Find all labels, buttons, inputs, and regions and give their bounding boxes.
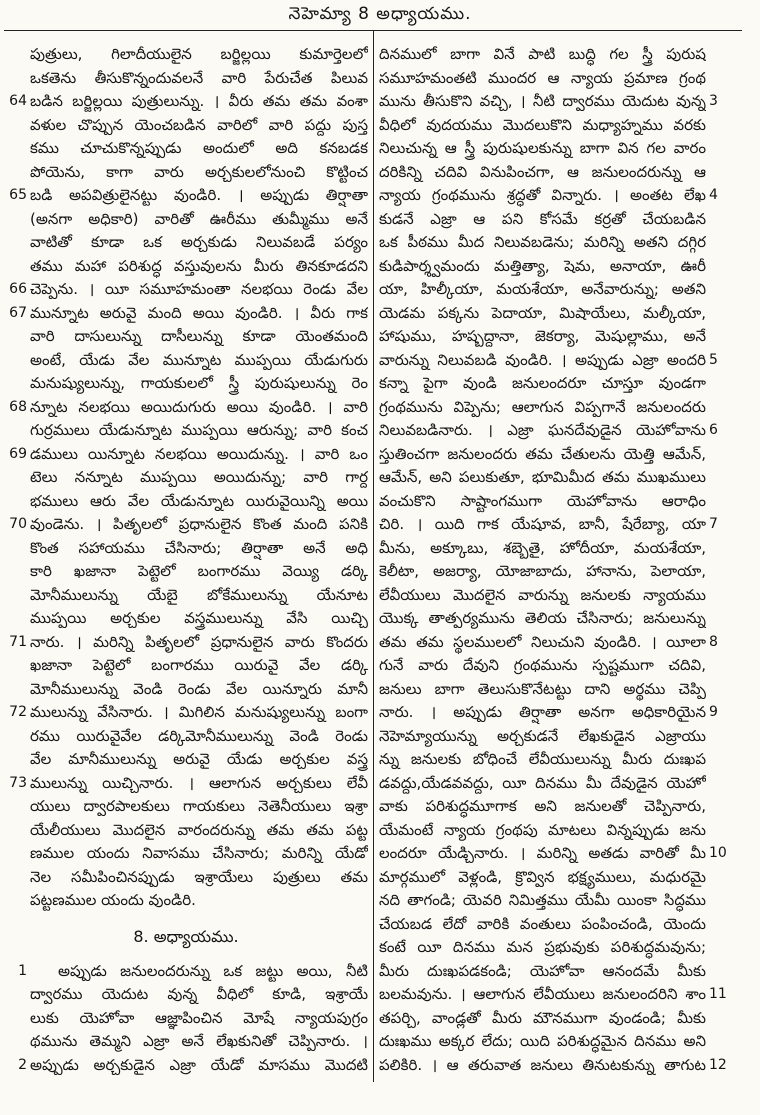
text-line (374, 654, 744, 678)
line-text: వారున్ను నిలువబడి వుండిరి. । అప్పుడు ఎజ్రా అందరి (379, 350, 706, 369)
verse-number: 1 (18, 962, 27, 979)
line-text: గ్రంథమును విప్పెను; ఆలాగున విప్పగానే జనులందరు (379, 397, 706, 416)
text-line (374, 255, 744, 279)
line-text: తపర్చి, వాండ్లతో మీరు మౌనముగా వుండండి; మీకు (379, 1008, 706, 1027)
line-text: నారు. । అప్పుడు తిర్షాతా అనగా అధికారియైన (379, 703, 706, 721)
text-line (0, 278, 372, 302)
text-line (374, 819, 744, 843)
line-text: కంటే యీ దినము మన ప్రభువుకు పరిశుద్ధమవును; (379, 938, 706, 956)
text-line (0, 90, 372, 114)
line-text: ముప్పయి అర్చకుల వస్త్రములున్ను వేసి యిచ్చి (30, 609, 368, 627)
line-text: వీధిలో వుదయము మొదలుకొని మధ్యాహ్నము వరకు (379, 115, 706, 134)
line-text: ఖజానా పెట్టెలో బంగారము యిరువై వేల డర్కి (30, 656, 368, 674)
text-line (0, 889, 372, 913)
text-line (0, 866, 372, 890)
line-text: తము మహా పరిశుద్ధ వస్తువులను మీరు తినకూడదని (30, 256, 368, 275)
left-column (0, 43, 372, 1077)
verse-number: 70 (9, 516, 27, 532)
text-line (0, 537, 372, 561)
line-text: లందరూ యేడ్చినారు. । మరిన్ని అతడు వారితో మీ (379, 844, 706, 862)
line-text: పట్టణముల యందు వుండిరి. (30, 891, 196, 909)
verse-number: 73 (9, 774, 27, 791)
line-text: మార్గములో వెళ్లండి, క్రొవ్విన భక్ష్యములు, మధురమై (379, 867, 706, 886)
line-text: వంచుకొని సాష్టాంగముగా యెహోవాను ఆరాధిం (379, 491, 706, 510)
text-line (0, 43, 372, 67)
text-line (374, 866, 744, 890)
verse-number: 72 (9, 704, 27, 720)
line-text: వాకు పరిశుద్ధమూగాక అని జనులతో చెప్పినారు, (379, 797, 706, 815)
line-text: ములున్ను యిచ్చినారు. । ఆలాగున అర్చకులు లేవీ (30, 773, 368, 792)
text-line (0, 231, 372, 255)
line-text: యులు ద్వారపాలకులు గాయకులు నెతెనీయులు ఇశ్రా (30, 797, 368, 815)
line-text: కము చూచుకొన్నప్పుడు అందులో అది కనబడక (30, 139, 368, 157)
line-text: మీరు దుఃఖపడకండి; యెహోవా ఆనందమే మీకు (379, 961, 706, 980)
line-text: నిలువబడినారు. । ఎజ్రా ఘనదేవుడైన యెహోవాను (379, 421, 706, 439)
text-line (374, 208, 744, 232)
verse-number: 68 (9, 398, 27, 415)
text-line (0, 678, 372, 702)
verse-number: 12 (709, 1056, 727, 1073)
line-text: వారి దాసులున్ను దాసీలున్ను కూడా యెంతమంది (30, 327, 368, 345)
verse-number: 8 (709, 633, 718, 650)
verse-number: 11 (709, 986, 727, 1002)
line-text: చిరి. । యిది గాక యేషూవ, బానీ, షేరేబ్యా, యా (379, 515, 706, 533)
text-line (0, 396, 372, 420)
line-text: హాషుము, హష్బద్దానా, జెకర్యా, మెషుల్లాము, అనే (379, 327, 706, 345)
line-text: తమ తమ స్థలములలో నిలుచుని వుండిరి. । యీలా (379, 632, 706, 651)
text-line (0, 842, 372, 866)
text-line (374, 161, 744, 185)
line-text: న్నూట నలభయి అయిదుగురు అయి వుండిరి. । వారి (30, 397, 368, 416)
verse-number: 69 (9, 445, 27, 462)
text-line (374, 960, 744, 984)
line-text: ములున్ను వేసినారు. । మిగిలిన మనుష్యులున్ను బంగా (30, 703, 368, 721)
text-line (374, 678, 744, 702)
text-line (374, 1007, 744, 1031)
line-text: జనులు బాగా తెలుసుకొనేటట్టు దాని అర్థము చెప్పి (379, 679, 706, 698)
text-line (374, 466, 744, 490)
verse-number: 3 (709, 93, 718, 109)
line-text: యేమంటే న్యాయ గ్రంథపు మాటలు విన్నప్పుడు జను (379, 820, 706, 839)
verse-number: 66 (9, 281, 27, 297)
text-line (374, 1054, 744, 1078)
text-line (374, 584, 744, 608)
text-line (0, 419, 372, 443)
text-line (374, 302, 744, 326)
text-line (374, 513, 744, 537)
line-text: బడి అపవిత్రులైనట్టు వుండిరి. । అప్పుడు తిర్షాతా (30, 186, 368, 204)
text-line (0, 161, 372, 185)
line-text: ఆమేన్, అని పలుకుతూ, భూమిమీద తమ ముఖములు (379, 468, 706, 486)
verse-number: 9 (709, 704, 718, 720)
line-text: (అనగా అధికారి) వారితో ఊరీము తుమ్మీము అనే (30, 209, 368, 228)
text-line (374, 396, 744, 420)
text-line (374, 419, 744, 443)
line-text: యొక్క తాత్పర్యమును తెలియ చేసినారు; జనులున్ను (379, 609, 706, 627)
text-line (374, 772, 744, 796)
text-line (374, 43, 744, 67)
line-text: మును తీసుకొని వచ్చి, । నీటి ద్వారము యెదుట వున్న (379, 92, 706, 110)
text-line (374, 490, 744, 514)
text-line (374, 184, 744, 208)
line-text: కుడనే ఎజ్రా ఆ పని కోసమే కర్రతో చేయబడిన (379, 209, 706, 228)
text-line (0, 748, 372, 772)
line-text: కన్నా పైగా వుండి జనులందరూ చూస్తూ వుండగా (379, 374, 706, 392)
text-line (0, 325, 372, 349)
text-line (374, 607, 744, 631)
text-line (0, 1054, 372, 1078)
verse-number: 6 (709, 422, 718, 438)
right-column (374, 43, 744, 1077)
text-line (374, 90, 744, 114)
chapter-heading: 8. అధ్యాయము. (133, 926, 239, 946)
line-text: ఒకతెను తీసుకొన్నందువలనే వారి పేరుచేత పిలువ (30, 68, 368, 87)
line-text: డవద్దు,యేడవవద్దు, యీ దినము మీ దేవుడైన యెహో (379, 773, 706, 792)
line-text: ణముల యందు నివాసము చేసినారు; మరిన్ని యేడో (30, 844, 368, 862)
text-line (0, 349, 372, 373)
text-line (0, 372, 372, 396)
text-line (374, 936, 744, 960)
line-text: కుడిపార్శ్వమందు మత్తిత్యా, షెమ, అనాయా, ఊరీ (379, 256, 706, 275)
line-text: యెడమ పక్కను పెదాయా, మిషాయేలు, మల్కీయా, (379, 303, 706, 322)
text-line (374, 795, 744, 819)
line-text: నది తాగండి; యెవరి నిమిత్తము యేమీ యింకా సిద్ధము (379, 891, 706, 909)
line-text: అప్పుడు అర్చకుడైన ఎజ్రా యేడో మాసము మొదటి (30, 1055, 368, 1074)
text-line (374, 443, 744, 467)
line-text: దినములో బాగా వినే పాటి బుద్ధి గల స్త్రీ పురుష (379, 45, 706, 63)
line-text: డములు యిన్నూట నలభయి అయిదున్ను. । వారి ఒం (30, 444, 368, 463)
text-line (0, 114, 372, 138)
text-line (374, 67, 744, 91)
line-text: కెలీటా, అజర్యా, యోజాబాదు, హానాను, పెలాయా, (379, 562, 706, 580)
verse-number: 64 (9, 93, 27, 109)
text-line (0, 1030, 372, 1054)
line-text: పోయెను, కాగా వారు అర్చకులలోనుంచి కొట్టించ (30, 162, 368, 181)
text-line (374, 537, 744, 561)
text-line (374, 983, 744, 1007)
line-text: మోనీములున్ను యేబై బోకేములున్ను యేనూట (30, 585, 368, 604)
text-line (374, 748, 744, 772)
text-line (0, 560, 372, 584)
line-text: స్తుతించగా జనులందరు తమ చేతులను యెత్తి ఆమేన్, (379, 444, 706, 463)
line-text: పలికిరి. । ఆ తరువాత జనులు తినుటకున్ను తాగుట (379, 1055, 706, 1074)
text-line (374, 114, 744, 138)
text-line (0, 960, 372, 984)
line-text: ఒక పీఠము మీద నిలువబడెను; మరిన్ని అతని దగ్గిర (379, 233, 706, 251)
line-text: ద్వారము యెదుట వున్న వీధిలో కూడి, ఇశ్రాయే (30, 985, 368, 1003)
text-line (0, 67, 372, 91)
text-line (0, 255, 372, 279)
text-line (374, 842, 744, 866)
text-line (374, 137, 744, 161)
text-line (374, 701, 744, 725)
text-line (374, 231, 744, 255)
line-text: గుర్రములు యేడున్నూట ముప్పయి ఆరున్ను; వారి కంచ (30, 421, 368, 439)
line-text: బడిన బర్జిల్లయి పుత్రులున్ను. । వీరు తమ తమ వంశా (30, 92, 368, 110)
line-text: వాటితో కూడా ఒక అర్చకుడు నిలువబడే పర్యం (30, 233, 368, 251)
line-text: కారి ఖజానా పెట్టెలో బంగారము వెయ్యి డర్కి (30, 562, 368, 580)
verse-number: 71 (9, 633, 27, 650)
text-line (0, 466, 372, 490)
line-text: దరికిన్ని చదివి వినుపించగా, ఆ జనులందరున్ను ఆ (379, 162, 706, 181)
text-line (0, 137, 372, 161)
line-text: చేయబడ లేదో వారికి వంతులు పంపించండి, యెందు (379, 914, 706, 933)
text-line (0, 772, 372, 796)
verse-number: 67 (9, 304, 27, 321)
text-line (0, 607, 372, 631)
line-text: నెల సమీపించినప్పుడు ఇశ్రాయేలు పుత్రులు తమ (30, 867, 368, 886)
line-text: యేలీయులు మొదలైన వారందరున్ను తమ తమ పట్ట (30, 820, 368, 839)
line-text: న్యాయ గ్రంథమును శ్రద్ధతో విన్నారు. । అంతట లేఖ (379, 186, 706, 204)
text-line (0, 631, 372, 655)
line-text: నెహెమ్యాయున్ను అర్చకుడనే లేఖకుడైన ఎజ్రాయు (379, 726, 706, 745)
verse-number: 65 (9, 187, 27, 203)
line-text: లుకు యెహోవా ఆజ్ఞాపించిన మోషే న్యాయపుగ్రం (30, 1008, 368, 1027)
line-text: మున్నూట అరువై మంది అయి వుండిరి. । వీరు గాక (30, 303, 368, 322)
line-text: వళుల చొప్పున యెంచబడిన వారిలో వారి పద్దు పుస్త (30, 115, 368, 134)
verse-number: 2 (18, 1056, 27, 1073)
line-text: వుండెను. । పితృలలో ప్రధానులైన కొంత మంది పనికి (30, 515, 368, 533)
text-line (374, 631, 744, 655)
verse-number: 5 (709, 351, 718, 368)
text-line (0, 443, 372, 467)
text-line (374, 325, 744, 349)
line-text: మీను, అక్కూబు, శబ్బెతై, హోదీయా, మయశేయా, (379, 538, 706, 557)
line-text: బలమవును. । ఆలాగున లేవీయులు జనులందరిని శాం (379, 985, 706, 1003)
verse-number: 10 (709, 845, 727, 861)
text-line (374, 349, 744, 373)
line-text: లేవీయులు మొదలైన వారున్ను జనులకు న్యాయము (379, 585, 706, 604)
line-text: చెప్పెను. । యీ సమూహమంతా నలభయి రెండు వేల (30, 280, 368, 298)
line-text: టెలు నన్నూట ముప్పయి అయిదున్ను; వారి గార్ద (30, 468, 368, 486)
verse-number: 7 (709, 516, 718, 532)
page-header-title: నెహెమ్యా 8 అధ్యాయము. (288, 4, 472, 24)
text-line (374, 913, 744, 937)
text-line (374, 372, 744, 396)
text-line (0, 654, 372, 678)
line-text: రము యిరువైవేల డర్కిమోనీములున్ను వెండి రెండు (30, 726, 368, 745)
verse-number: 4 (709, 187, 718, 203)
text-line (374, 560, 744, 584)
line-text: దుఃఖము అక్కర లేదు; యిది పరిశుద్ధమైన దినము అని (379, 1032, 706, 1050)
line-text: న్ను జనులకు బోధించే లేవీయులున్ను మీరు దుఃఖప (379, 750, 706, 768)
text-line (0, 725, 372, 749)
line-text: గునే వారు దేవుని గ్రంథమును స్పష్టముగా చదివి, (379, 656, 706, 674)
line-text: భములు ఆరు వేల యేడున్నూట యిరువైయిన్ని అయి (30, 491, 368, 510)
text-line (0, 513, 372, 537)
text-line (0, 584, 372, 608)
text-line (0, 490, 372, 514)
text-line (0, 1007, 372, 1031)
line-text: వేల మానీములున్ను అరువై యేడు అర్చకుల వస్త్ర (30, 750, 368, 768)
line-text: యా, హిల్కీయా, మయశేయా, అనేవారున్ను; అతని (379, 280, 706, 298)
line-text: నిలుచున్న ఆ స్త్రీ పురుషులకున్ను బాగా విన గల వారం (379, 139, 706, 157)
text-line (0, 302, 372, 326)
text-line (0, 184, 372, 208)
text-line (374, 278, 744, 302)
line-text: థమును తెమ్మని ఎజ్రా అనే లేఖకునితో చెప్పినారు. । (30, 1032, 368, 1050)
line-text: నారు. । మరిన్ని పితృలలో ప్రధానులైన వారు కొందరు (30, 632, 368, 651)
text-line (374, 889, 744, 913)
line-text: మనుష్యులున్ను, గాయకులలో స్త్రీ పురుషులున్ను రెం (30, 374, 368, 392)
line-text: పుత్రులు, గిలాదీయులైన బర్జిల్లయి కుమార్తెలలో (30, 45, 368, 63)
line-text: అప్పుడు జనులందరున్ను ఒక జట్టు అయి, నీటి (58, 961, 368, 980)
text-line (0, 983, 372, 1007)
text-line (374, 1030, 744, 1054)
text-line (0, 819, 372, 843)
line-text: సమూహమంతటి ముందర ఆ న్యాయ ప్రమాణ గ్రంథ (379, 68, 706, 87)
text-line (0, 701, 372, 725)
text-line (374, 725, 744, 749)
line-text: మోనీములున్ను వెండి రెండు వేల యిన్నూరు మానీ (30, 679, 368, 698)
line-text: అంటే, యేడు వేల మున్నూట ముప్పయి యేడుగురు (30, 350, 368, 369)
text-line (0, 795, 372, 819)
line-text: కొంత సహాయము చేసినారు; తిర్షాతా అనే అధి (30, 538, 368, 557)
text-line (0, 208, 372, 232)
